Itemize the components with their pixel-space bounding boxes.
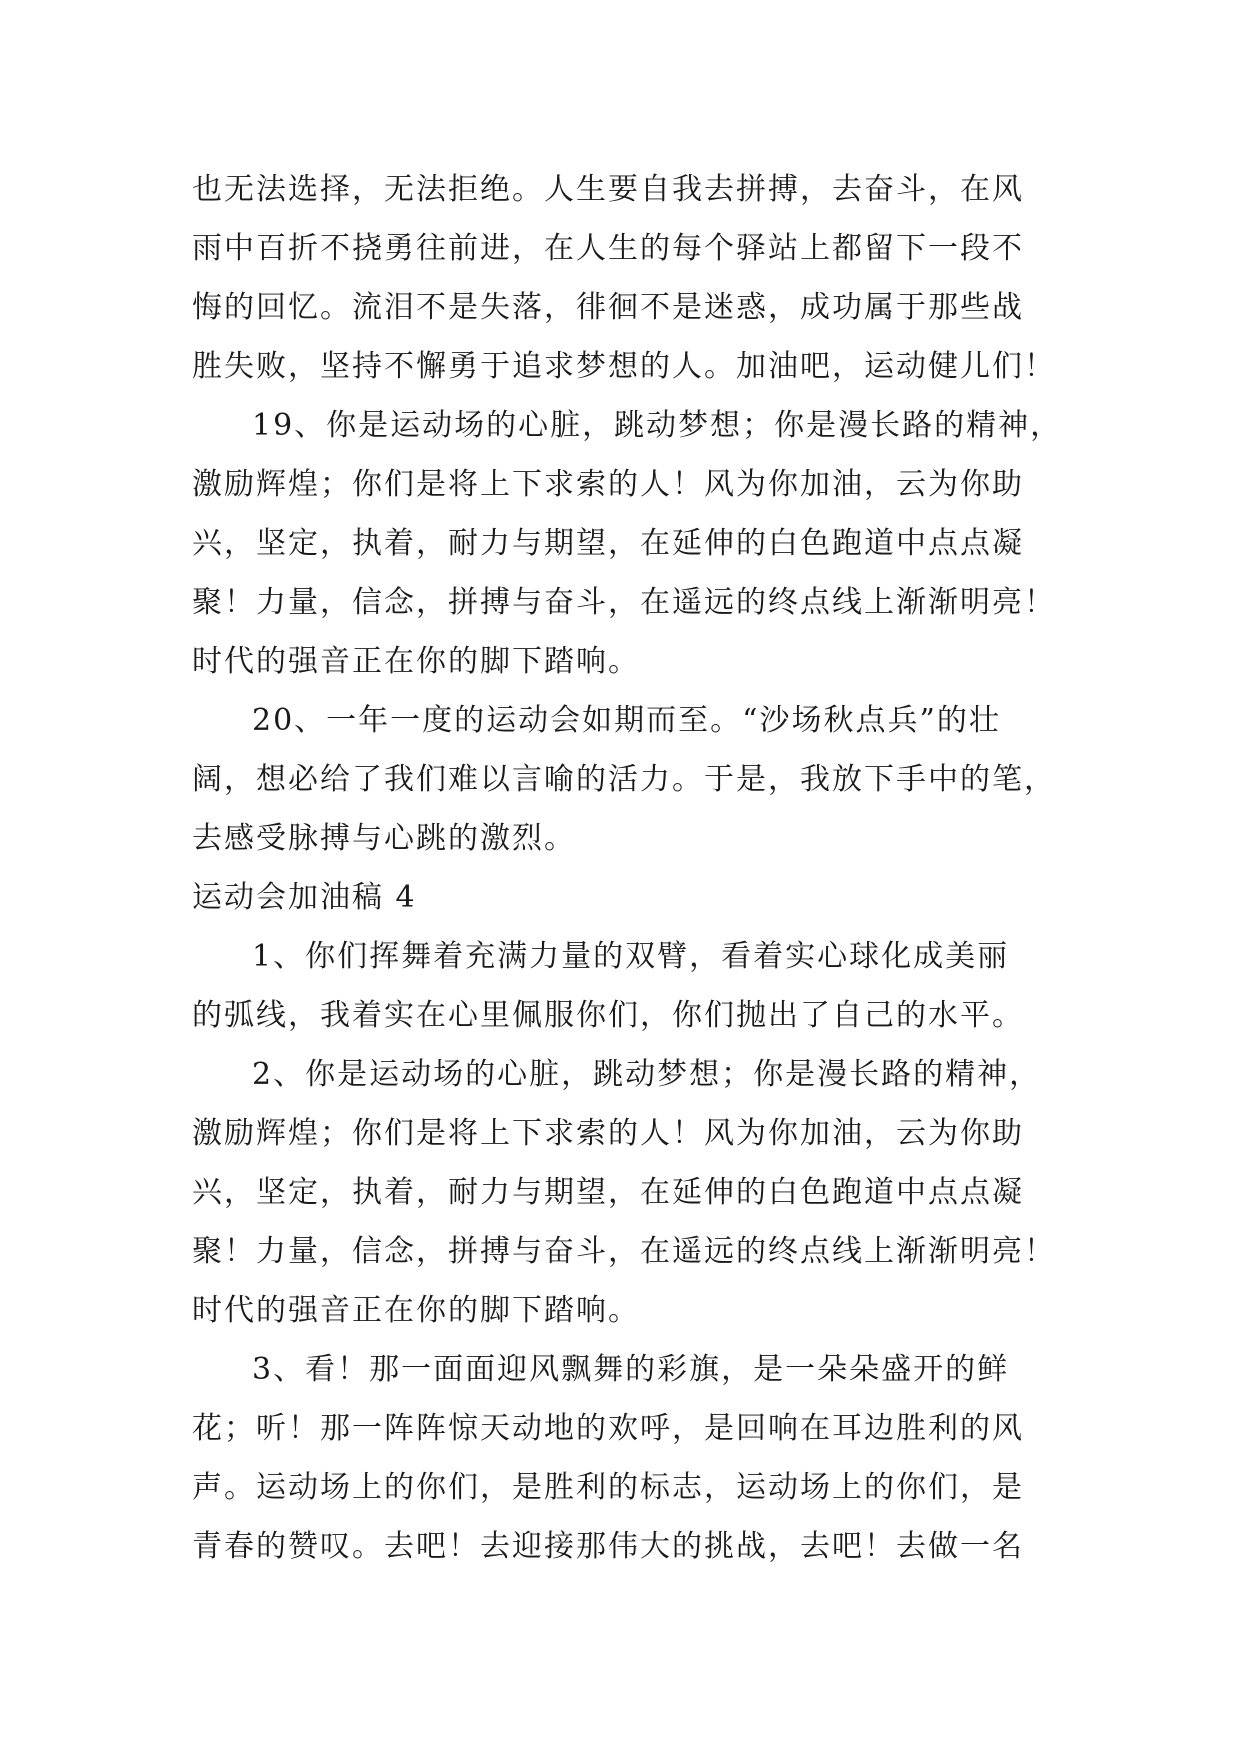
text-line: 的弧线，我着实在心里佩服你们，你们抛出了自己的水平。 bbox=[192, 998, 1024, 1033]
text-line: 也无法选择，无法拒绝。人生要自我去拼搏，去奋斗，在风 bbox=[192, 172, 1024, 207]
paragraph-start-20: 20、一年一度的运动会如期而至。“沙场秋点兵”的壮 bbox=[252, 703, 1001, 738]
text-line: 兴，坚定，执着，耐力与期望，在延伸的白色跑道中点点凝 bbox=[192, 526, 1024, 561]
paragraph-start-1: 1、你们挥舞着充满力量的双臂，看着实心球化成美丽 bbox=[252, 939, 1010, 974]
text-line: 激励辉煌；你们是将上下求索的人！风为你加油，云为你助 bbox=[192, 1116, 1024, 1151]
text-line: 阔，想必给了我们难以言喻的活力。于是，我放下手中的笔， bbox=[192, 762, 1056, 797]
text-line: 聚！力量，信念，拼搏与奋斗，在遥远的终点线上渐渐明亮！ bbox=[192, 1234, 1056, 1269]
text-line: 青春的赞叹。去吧！去迎接那伟大的挑战，去吧！去做一名 bbox=[192, 1529, 1024, 1564]
text-line: 聚！力量，信念，拼搏与奋斗，在遥远的终点线上渐渐明亮！ bbox=[192, 585, 1056, 620]
text-line: 激励辉煌；你们是将上下求索的人！风为你加油，云为你助 bbox=[192, 467, 1024, 502]
text-line: 去感受脉搏与心跳的激烈。 bbox=[192, 821, 576, 856]
text-line: 兴，坚定，执着，耐力与期望，在延伸的白色跑道中点点凝 bbox=[192, 1175, 1024, 1210]
text-line: 雨中百折不挠勇往前进，在人生的每个驿站上都留下一段不 bbox=[192, 231, 1024, 266]
text-line: 花；听！那一阵阵惊天动地的欢呼，是回响在耳边胜利的风 bbox=[192, 1411, 1024, 1446]
text-line: 悔的回忆。流泪不是失落，徘徊不是迷惑，成功属于那些战 bbox=[192, 290, 1024, 325]
text-line: 时代的强音正在你的脚下踏响。 bbox=[192, 644, 640, 679]
paragraph-start-3: 3、看！那一面面迎风飘舞的彩旗，是一朵朵盛开的鲜 bbox=[252, 1352, 1010, 1387]
text-line: 声。运动场上的你们，是胜利的标志，运动场上的你们，是 bbox=[192, 1470, 1024, 1505]
paragraph-start-19: 19、你是运动场的心脏，跳动梦想；你是漫长路的精神， bbox=[252, 408, 1063, 443]
document-body bbox=[192, 160, 1062, 1576]
section-heading: 运动会加油稿 4 bbox=[192, 880, 417, 915]
text-line: 时代的强音正在你的脚下踏响。 bbox=[192, 1293, 640, 1328]
paragraph-start-2: 2、你是运动场的心脏，跳动梦想；你是漫长路的精神， bbox=[252, 1057, 1042, 1092]
text-line: 胜失败，坚持不懈勇于追求梦想的人。加油吧，运动健儿们！ bbox=[192, 349, 1056, 384]
